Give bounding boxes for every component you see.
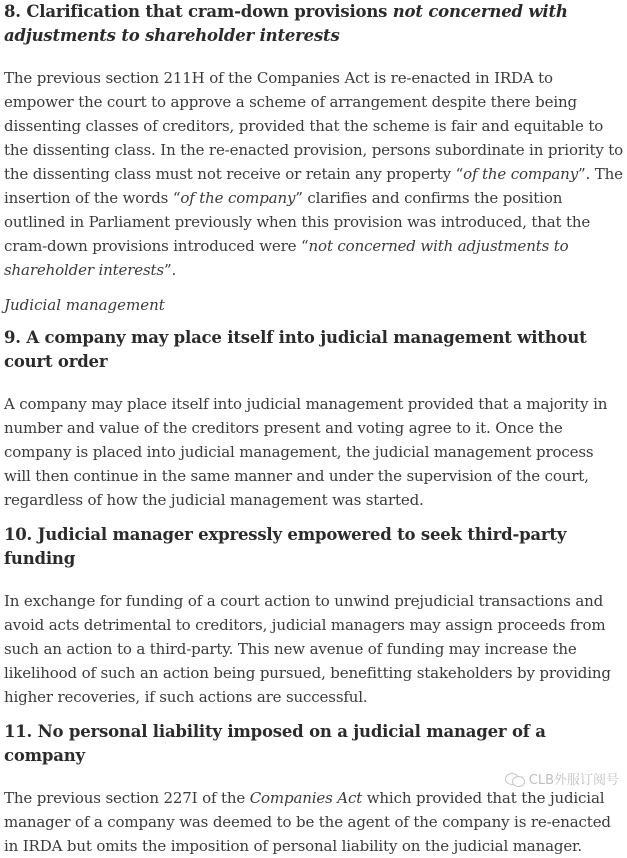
watermark-text: CLB外服订阅号 (528, 773, 619, 788)
text-run: which provided that the judicial manager of a company was deemed to be the agent of the company is re-enacted in IRDA but omits the imposition of personal liability on the judicial manager. (4, 789, 611, 855)
section-11-heading: 11. No personal liability imposed on a judicial manager of a company (4, 722, 546, 765)
text-run: ” clarifies and confirms the position outlined in Parliament previously when this provision was introduced, that the cram-down provisions introduced were “ (4, 189, 591, 255)
section-8-heading (4, 0, 624, 48)
text-run: The previous section 227I of the (4, 789, 250, 807)
section-8-heading-plain: 8. Clarification that cram-down provisions (4, 2, 393, 21)
section-10-heading: 10. Judicial manager expressly empowered to seek third-party funding (4, 525, 567, 568)
text-run: ”. The insertion of the words “ (4, 165, 623, 207)
section-11-paragraph (4, 786, 624, 858)
judicial-management-subheading: Judicial management (4, 296, 165, 314)
section-8-paragraph (4, 66, 624, 282)
section-9-heading: 9. A company may place itself into judicial management without court order (4, 328, 587, 371)
section-9-paragraph: A company may place itself into judicial management provided that a majority in number and value of the creditors present and voting agree to it. Once the company is placed into judicial management, the judicial management process will then continue in the same manner and under the supervision of the court, regardless of how the judicial management was started. (4, 395, 608, 509)
italic-run: Companies Act (249, 789, 363, 807)
section-8-heading-italic: not concerned with adjustments to shareholder interests (4, 2, 568, 45)
watermark (505, 769, 619, 788)
text-run: ”. (163, 261, 177, 279)
italic-run: not concerned with adjustments to shareholder interests (4, 237, 569, 279)
text-run: The previous section 211H of the Companies Act is re-enacted in IRDA to empower the court to approve a scheme of arrangement despite there being dissenting classes of creditors, provided that the scheme is fair and equitable to the dissenting class. In the re-enacted provision, persons subordinate in priority to the dissenting class must not receive or retain any property “ (4, 69, 624, 183)
article-body (4, 0, 624, 858)
italic-run: of the company (463, 165, 579, 183)
section-10-paragraph: In exchange for funding of a court action to unwind prejudicial transactions and avoid acts detrimental to creditors, judicial managers may assign proceeds from such an action to a third-party. This new avenue of funding may increase the likelihood of such an action being pursued, benefitting stakeholders by providing higher recoveries, if such actions are successful. (4, 592, 611, 706)
italic-run: of the company (180, 189, 296, 207)
wechat-icon (505, 771, 525, 787)
